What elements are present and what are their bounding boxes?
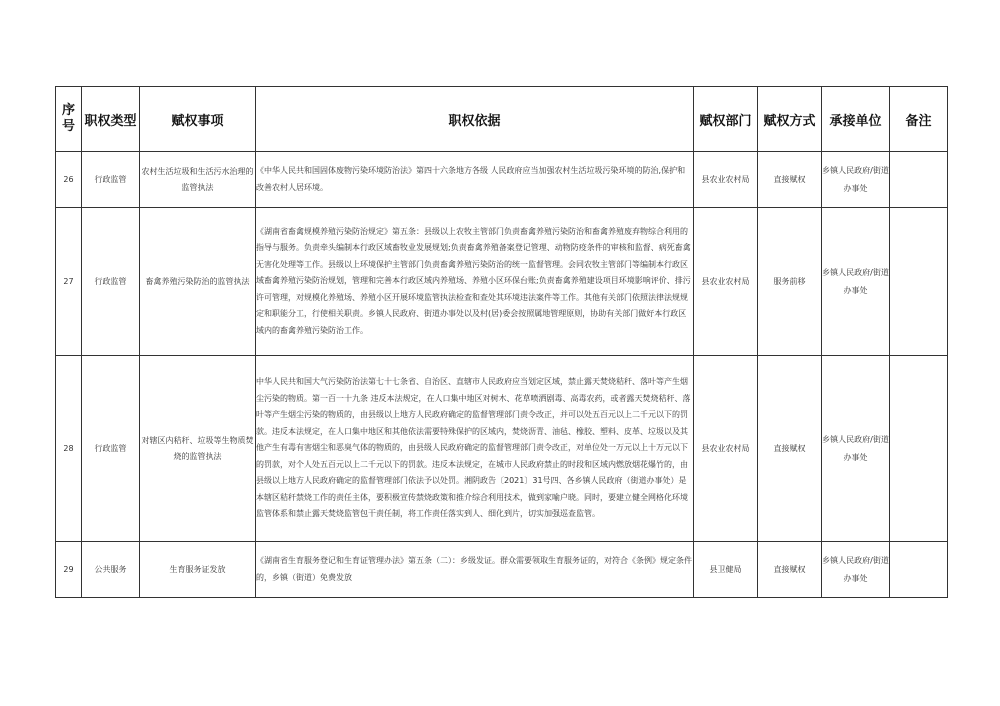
cell-item: 生育服务证发放: [140, 542, 256, 598]
header-unit: 承接单位: [822, 87, 890, 152]
cell-method: 直接赋权: [758, 542, 822, 598]
cell-unit: 乡镇人民政府/街道办事处: [822, 542, 890, 598]
cell-unit: 乡镇人民政府/街道办事处: [822, 208, 890, 356]
cell-dept: 县农业农村局: [694, 356, 758, 542]
header-item: 赋权事项: [140, 87, 256, 152]
header-dept: 赋权部门: [694, 87, 758, 152]
cell-dept: 县农业农村局: [694, 152, 758, 208]
table-row: [56, 542, 948, 598]
cell-seq: 27: [56, 208, 82, 356]
cell-method: 直接赋权: [758, 152, 822, 208]
cell-item: 农村生活垃圾和生活污水治理的监管执法: [140, 152, 256, 208]
cell-dept: 县卫健局: [694, 542, 758, 598]
cell-dept: 县农业农村局: [694, 208, 758, 356]
table-row: [56, 208, 948, 356]
cell-unit: 乡镇人民政府/街道办事处: [822, 152, 890, 208]
table-row: [56, 356, 948, 542]
cell-type: 行政监管: [82, 152, 140, 208]
cell-seq: 26: [56, 152, 82, 208]
header-basis: 职权依据: [256, 87, 694, 152]
cell-note: [890, 356, 948, 542]
cell-seq: 28: [56, 356, 82, 542]
cell-type: 行政监管: [82, 208, 140, 356]
cell-item: 畜禽养殖污染防治的监管执法: [140, 208, 256, 356]
header-note: 备注: [890, 87, 948, 152]
cell-item: 对辖区内秸秆、垃圾等生物质焚烧的监管执法: [140, 356, 256, 542]
cell-type: 公共服务: [82, 542, 140, 598]
authority-table: [55, 86, 948, 598]
cell-method: 直接赋权: [758, 356, 822, 542]
cell-seq: 29: [56, 542, 82, 598]
header-seq: [56, 87, 82, 152]
cell-basis: 《湖南省生育服务登记和生育证管理办法》第五条（二）：乡级发证。群众需要领取生育服务证的，对符合《条例》规定条件的，乡镇（街道）免费发放: [256, 542, 694, 598]
cell-basis: 《湖南省畜禽规模养殖污染防治规定》第五条：县级以上农牧主管部门负责畜禽养殖污染防治和畜禽养殖废弃物综合利用的指导与服务。负责牵头编制本行政区域畜牧业发展规划;负责畜禽养殖备案登记管理、动物防疫条件的审核和监督、病死畜禽无害化处理等工作。县级以上环境保护主管部门负责畜禽养殖污染防治的统一监督管理。会同农牧主管部门等编制本行政区域畜禽养殖污染防治规划，管理和完善本行政区域内养殖场、养殖小区环保台账;负责畜禽养殖建设项目环境影响评价、排污许可管理，对规模化养殖场、养殖小区开展环境监管执法检查和查处其环境违法案件等工作。其他有关部门依照法律法规规定和职能分工，行使相关职责。乡镇人民政府、街道办事处以及村(居)委会按照属地管理原则，协助有关部门做好本行政区域内的畜禽养殖污染防治工作。: [256, 208, 694, 356]
cell-type: 行政监管: [82, 356, 140, 542]
header-method: 赋权方式: [758, 87, 822, 152]
header-seq-label: 序号: [61, 103, 75, 134]
cell-note: [890, 152, 948, 208]
cell-basis: 中华人民共和国大气污染防治法第七十七条省、自治区、直辖市人民政府应当划定区域，禁止露天焚烧秸秆、落叶等产生烟尘污染的物质。第一百一十九条 违反本法规定，在人口集中地区对树木、花草喷洒剧毒、高毒农药，或者露天焚烧秸秆、落叶等产生烟尘污染的物质的，由县级以上地方人民政府确定的监督管理部门责令改正，并可以处五百元以上二千元以下的罚款。违反本法规定，在人口集中地区和其他依法需要特殊保护的区域内，焚烧沥青、油毡、橡胶、塑料、皮革、垃圾以及其他产生有毒有害烟尘和恶臭气体的物质的，由县级人民政府确定的监督管理部门责令改正，对单位处一万元以上十万元以下的罚款，对个人处五百元以上二千元以下的罚款。违反本法规定，在城市人民政府禁止的时段和区域内燃放烟花爆竹的，由县级以上地方人民政府确定的监督管理部门依法予以处罚。湘阴政告〔2021〕31号四、各乡镇人民政府（街道办事处）是本辖区秸秆禁烧工作的责任主体，要积极宣传禁烧政策和推介综合利用技术，做到家喻户晓。同时，要建立健全网格化环境监管体系和禁止露天焚烧监管包干责任制，将工作责任落实到人、细化到片，切实加强巡查监管。: [256, 356, 694, 542]
cell-note: [890, 542, 948, 598]
table-row: [56, 152, 948, 208]
cell-basis: 《中华人民共和国固体废物污染环境防治法》第四十六条地方各级 人民政府应当加强农村生活垃圾污染环境的防治,保护和改善农村人居环境。: [256, 152, 694, 208]
header-type: 职权类型: [82, 87, 140, 152]
header-row: [56, 87, 948, 152]
cell-method: 服务前移: [758, 208, 822, 356]
cell-note: [890, 208, 948, 356]
cell-unit: 乡镇人民政府/街道办事处: [822, 356, 890, 542]
